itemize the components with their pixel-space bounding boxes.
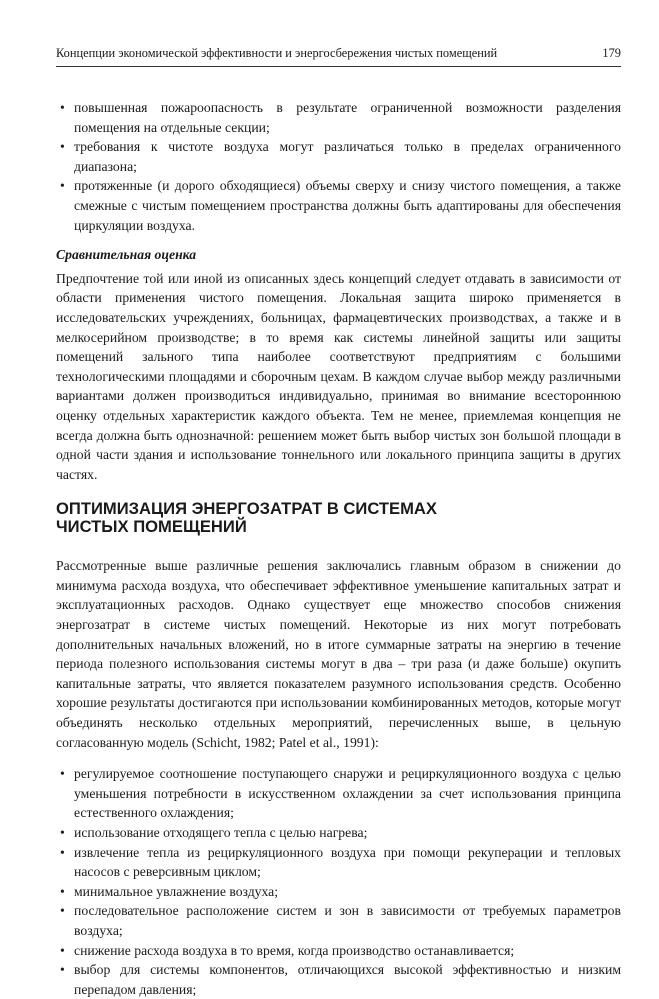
list-item: • последовательное расположение систем и зон в зависимости от требуемых параметров воздуха;	[56, 901, 621, 940]
list-item: • снижение расхода воздуха в то время, когда производство останавливается;	[56, 941, 621, 961]
running-header	[56, 44, 621, 67]
list-item: • регулируемое соотношение поступающего снаружи и рециркуляционного воздуха с целью уменьшения потребности в искусственном охлаждении за счет использования принципа естественного охлаждения;	[56, 764, 621, 823]
list-item: • выбор для системы компонентов, отличающихся высокой эффективностью и низким перепадом давления;	[56, 960, 621, 999]
drawbacks-list	[56, 98, 621, 235]
comparison-subheading: Сравнительная оценка	[56, 247, 197, 263]
comparison-paragraph: Предпочтение той или иной из описанных здесь концепций следует отдавать в зависимости от области применения чистого помещения. Локальная защита широко применяется в исследовательских учреждениях, больницах, фармацевтических производствах, а также и в мелкосерийном производстве; в то время как системы линейной защиты или защиты помещений зального типа наиболее соответствуют предприятиям с большими технологическими площадями и сборочным цехам. В каждом случае выбор между различными вариантами должен производиться индивидуально, принимая во внимание всестороннюю оценку отдельных характеристик каждого объекта. Тем не менее, приемлемая концепция не всегда должна быть однозначной: решением может быть выбор чистых зон большой площади в одной части здания и использование тоннельного или локального принципа защиты в других частях.	[56, 270, 621, 482]
page-body	[56, 98, 621, 999]
list-item: • минимальное увлажнение воздуха;	[56, 882, 621, 902]
list-item: • протяженные (и дорого обходящиеся) объемы сверху и снизу чистого помещения, а также смежные с чистым помещением пространства должны быть адаптированы для обеспечения циркуляции воздуха.	[56, 176, 621, 235]
list-item: • извлечение тепла из рециркуляционного воздуха при помощи рекуперации и тепловых насосов с реверсивным циклом;	[56, 843, 621, 882]
page-number: 179	[602, 46, 621, 60]
measures-list	[56, 764, 621, 999]
list-item: • требования к чистоте воздуха могут различаться только в пределах ограниченного диапазона;	[56, 137, 621, 176]
section-title: ОПТИМИЗАЦИЯ ЭНЕРГОЗАТРАТ В СИСТЕМАХ ЧИСТЫХ ПОМЕЩЕНИЙ	[56, 499, 437, 537]
list-item: • использование отходящего тепла с целью нагрева;	[56, 823, 621, 843]
section-paragraph: Рассмотренные выше различные решения заключались главным образом в снижении до минимума расхода воздуха, что обеспечивает эффективное уменьшение капитальных затрат и эксплуатационных расходов. Однако существует еще множество способов снижения энергозатрат в системе чистых помещений. Некоторые из них могут потребовать дополнительных начальных вложений, но в итоге суммарные затраты на энергию в течение периода полезного использования системы могут в два – три раза (и даже больше) окупить капитальные затраты, что является показателем разумного использования средств. Особенно хорошие результаты достигаются при использовании комбинированных методов, которые могут объединять несколько отдельных мероприятий, перечисленных выше, в цельную согласованную модель (Schicht, 1982; Patel et al., 1991):	[56, 558, 621, 750]
list-item: • повышенная пожароопасность в результате ограниченной возможности разделения помещения на отдельные секции;	[56, 98, 621, 137]
running-title: Концепции экономической эффективности и энергосбережения чистых помещений	[56, 46, 498, 60]
